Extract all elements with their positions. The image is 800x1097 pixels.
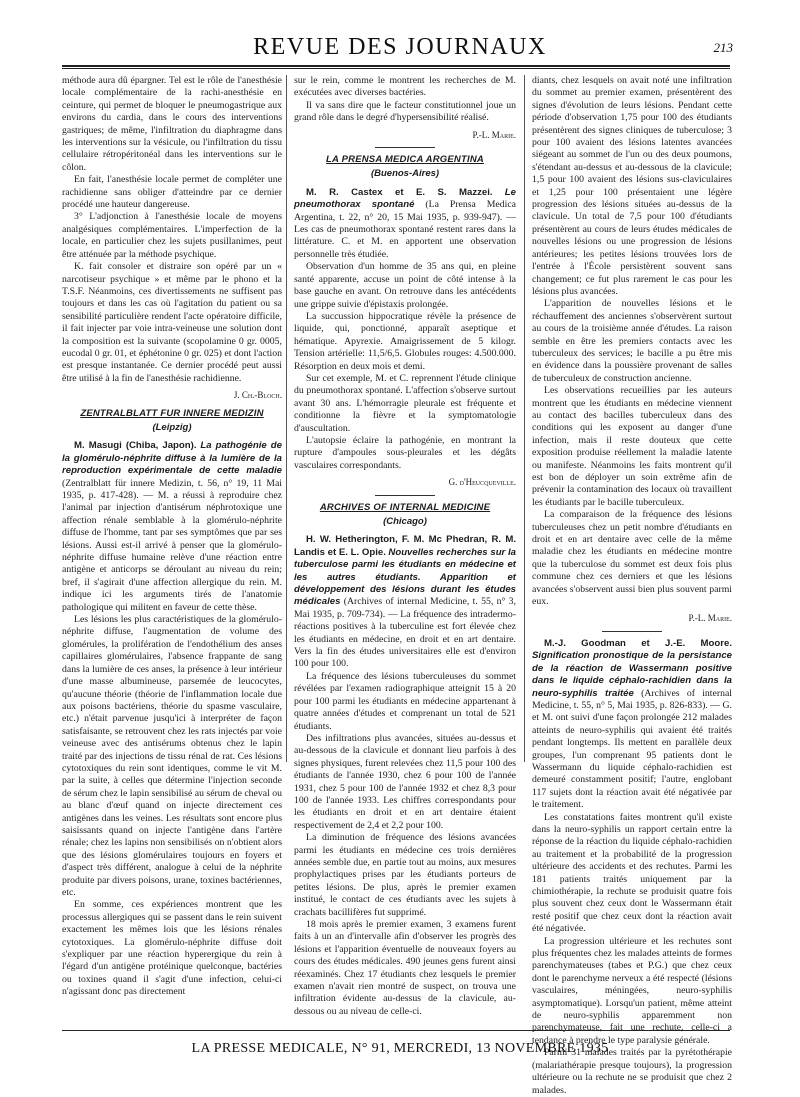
article-title: Le pneumothorax spontané: [294, 186, 516, 211]
paragraph: Les observations recueillies par les auteurs montrent que les étudiants en médecine viennent au contact des bacilles tuberculeux dans des conditions qui les exposent au danger d'une infection, mais il reste douteux que cette exposition produise réellement la maladie latente ou manifeste. Néanmoins les faits montrent qu'il est bon de déployer un soin extrême afin de prévenir la contamination des locaux où travaillent les étudiants par le bacille tuberculeux.: [532, 385, 732, 508]
article-title: Signification pronostique de la persistance de la réaction de Wassermann positive dans le liquide céphalo-rachidien dans la neuro-syphilis traitée: [532, 650, 732, 699]
paragraph: K. fait consoler et distraire son opéré par un « narcotiseur psychique » et même par le phono et la T.S.F. Néanmoins, ces divertissements ne suffisent pas toujours et dans les cas où l'agitation du patient ou sa sensibilité particulière rendent l'acte opératoire difficile, il fait injecter par voie intra-veineuse une solution dont la composition est la suivante (scopolamine 0 gr. 0005, eucodal 0 gr. 01, et éphétonine 0 gr. 025) et dont l'action est presque instantanée. Ce dernier procédé peut aussi être utilisé à la fin de l'anesthésie rachidienne.: [62, 261, 282, 384]
column-divider: [286, 75, 287, 762]
paragraph: En somme, ces expériences montrent que les processus allergiques qui se passent dans le rein suivent exactement les mêmes lois que les lésions rénales cytotoxiques. La glomérulo-néphrite diffuse doit s'expliquer par une réaction hyperergique du rein à l'égard d'un antigène protéinique quelconque, bactéries ou toxines quand il s'agit d'une infection, celui-ci n'agissant donc pas directement: [62, 899, 282, 998]
article-body: (Archives of internal Medicine, t. 55, n° 5, Mai 1935, p. 826-833). — G. et M. ont suivi d'une façon prolongée 212 malades atteints de neuro-syphilis qui avaient été traités pendant longtemps. Ils mettent en parallèle deux groupes, l'un comprenant 95 patients dont le Wassermann du liquide céphalo-rachidien est demeuré constamment positif; l'autre, englobant 117 sujets dont la réaction avait été négativée par le traitement.: [532, 687, 732, 811]
article-entry: [62, 440, 282, 614]
article-entry: [532, 638, 732, 812]
header-rule: [62, 65, 730, 67]
column-2: [294, 75, 517, 1017]
paragraph: La comparaison de la fréquence des lésions tuberculeuses chez un petit nombre d'étudiants en droit et en art dentaire avec celle de la même maladie chez les étudiants en médecine montre que la tuberculose du sommet est deux fois plus commune chez ces derniers et que les lésions avancées s'observent aussi bien plus souvent parmi eux.: [532, 509, 732, 608]
article-entry: [294, 187, 516, 261]
journal-section-city: (Leipzig): [152, 421, 192, 433]
article-body: (Zentralblatt für innere Medizin, t. 56, n° 19, 11 Mai 1935, p. 417-428). — M. a réussi à reproduire chez l'animal par injection d'antisérum néphrotoxique une affection rénale semblable à la glomérulo-néphrite diffuse de l'homme, tant par ses symptômes que par ses lésions. Aussi est-il arrivé à penser que la glomérulo-néphrite diffuse humaine relève d'une réaction entre antigène et anticorps se déroulant au niveau du rein; bref, il s'agirait d'une affection allergique du rein. M. indique ici les arguments tirés de l'anatomie pathologique qui militent en faveur de cette thèse.: [62, 477, 282, 613]
journal-section-title: ARCHIVES OF INTERNAL MEDICINE: [319, 501, 491, 513]
article-authors: M.-J. Goodman et J.-E. Moore.: [544, 637, 732, 649]
author-signature: G. d'Heucqueville.: [448, 477, 516, 488]
article-authors: H. W. Hetherington, F. M. Mc Phedran, R. M. Landis et E. L. Opie.: [294, 534, 516, 558]
article-body: (La Prensa Medica Argentina, t. 22, n° 20, 15 Mai 1935, p. 939-947). — Les cas de pneumothorax spontané restent rares dans la littérature. C. et M. en apportent une observation personnelle très étudiée.: [294, 199, 517, 260]
paragraph: Observation d'un homme de 35 ans qui, en pleine santé apparente, accuse un point de côté intense à la base gauche en avant. On retrouve dans les antécédents une grippe suivie d'épistaxis prolongée.: [294, 261, 516, 310]
article-title: Nouvelles recherches sur la tuberculose parmi les étudiants en médecine et les autres étudiants. Apparition et développement des lésions durant les études médicales: [294, 546, 517, 608]
article-body: (Archives of internal Medicine, t. 55, n° 3, Mai 1935, p. 709-734). — La fréquence des intradermo-réactions positives à la tuberculine est fort élevée chez les étudiants en médecine, en droit et en art dentaire. Vers la fin des études universitaires elle est d'environ 100 pour 100.: [294, 596, 516, 670]
paragraph: Les lésions les plus caractéristiques de la glomérulo-néphrite diffuse, l'augmentation de volume des glomérules, la prolifération de l'endothélium des anses capillaires glomérulaires, l'absence frappante de sang dans la lumière de ces anses, la présence à leur intérieur d'une masse albumineuse, parsemée de leucocytes, qu'aucune théorie (théorie de l'inflammation locale due aux poisons bactériens, théorie du spasme vasculaire, etc.) n'était parvenue jusqu'ici à interpréter de façon satisfaisante, se retrouvent chez les rats injectés par voie veineuse avec des antisérums obtenus chez le lapin traité par des injections de tissu rénal de rat. Ces lésions cytotoxiques du rein sont identiques, comme le vit M. par la suite, à celles que détermine l'injection seconde de sérum chez le lapin sensibilisé au sérum de cheval ou au blanc d'œuf quand on injecte directement ces antigènes dans les veines. Les résultats sont encore plus saisissants quand on injecte l'antigène dans l'artère rénale; chez les lapins non sensibilisés on n'obtient alors que des lésions glomérulaires toujours en foyers et d'aspect très différent, analogue à celui de la néphrite produite par divers poisons, urane, toxines bactériennes, etc.: [62, 614, 282, 898]
page-footer: LA PRESSE MEDICALE, N° 91, MERCREDI, 13 NOVEMBRE 1935: [191, 1041, 609, 1056]
paragraph: 3° L'adjonction à l'anesthésie locale de moyens analgésiques complémentaires. L'imperfection de la locale, en particulier chez les sujets pusillanimes, peut être atténuée par la méthode psychique.: [62, 211, 282, 260]
paragraph: méthode aura dû épargner. Tel est le rôle de l'anesthésie locale complémentaire de la rachi-anesthésie en ceinture, qui permet de bloquer le pneumogastrique aux environs du cardia, dans le cours des interventions gastriques; de même, l'infiltration du diaphragme dans les interventions sur la vésicule, ou l'infiltration du tissu cellulaire rétropéritonéal dans les interventions sur le côlon.: [62, 75, 282, 173]
journal-section-city: (Buenos-Aires): [370, 168, 440, 180]
paragraph: Sur cet exemple, M. et C. reprennent l'étude clinique du pneumothorax spontané. L'affection s'observe surtout avant 30 ans. L'hémorragie pleurale est fréquente et conditionne la fièvre et la symptomatologie d'auscultation.: [294, 372, 516, 434]
paragraph: Il va sans dire que le facteur constitutionnel joue un grand rôle dans le degré d'hypersensibilité réalisé.: [294, 99, 516, 124]
paragraph: L'apparition de nouvelles lésions et le réchauffement des anciennes s'observèrent surtout au cours de la troisième année d'études. La raison semble en être les premiers contacts avec les tuberculeux des services; le bacille a pu être mis en évidence dans la poussière provenant de salles de tuberculeux de construction ancienne.: [532, 298, 732, 384]
article-entry: [294, 534, 516, 670]
paragraph: 18 mois après le premier examen, 3 examens furent faits à un an d'intervalle afin d'observer les progrès des lésions et l'apparition éventuelle de nouveaux foyers au cours des études médicales. 490 jeunes gens furent ainsi réexaminés. Chez 17 étudiants chez lesquels le premier examen n'avait rien montré de suspect, on trouva une infiltration évidente au-dessus de la clavicule, au-dessous ou au niveau de celle-ci.: [294, 919, 516, 1017]
paragraph: La progression ultérieure et les rechutes sont plus fréquentes chez les malades atteints de formes parenchymateuses (tabes et P.G.) que chez ceux dont le parenchyme nerveux a été respecté (lésions vasculaires, méningées, neuro-syphilis asymptomatique). Lorsqu'un patient, même atteint de neuro-syphilis apparemment non parenchymateuse, fait une rechute, celle-ci a tendance à prendre le type paralysie générale.: [532, 935, 732, 1046]
section-divider: [602, 631, 662, 632]
article-title: La pathogénie de la glomérulo-néphrite diffuse à la lumière de la reproduction expérimentale de cette maladie: [62, 440, 282, 477]
journal-section-title: LA PRENSA MEDICA ARGENTINA: [326, 154, 484, 166]
paragraph: En fait, l'anesthésie locale permet de compléter une rachidienne sans obliger d'atteindre par ce dernier procédé une hauteur dangereuse.: [62, 174, 282, 211]
article-authors: M. Masugi (Chiba, Japon).: [74, 440, 197, 452]
paragraph: Les constatations faites montrent qu'il existe dans la neuro-syphilis un rapport certain entre la réponse de la réaction du liquide céphalo-rachidien au traitement et la probabilité de la progression ultérieure des accidents et des rechutes. Parmi les 181 patients traités uniquement par la chimiothérapie, la rechute se produisit quatre fois plus souvent chez ceux dont le Wassermann était resté positif que chez ceux dont la réaction avait été négativée.: [532, 811, 732, 935]
footer-rule: [62, 1030, 730, 1031]
column-divider: [524, 75, 525, 762]
author-signature: P.-L. Marie.: [472, 129, 516, 140]
paragraph: Des infiltrations plus avancées, situées au-dessus et au-dessous de la clavicule et donnant lieu parfois à des signes physiques, furent relevées chez 11,5 pour 100 des étudiants de l'année 1930, chez 6 pour 100 de l'année 1931, chez 5 pour 100 de l'année 1932 et chez 8,3 pour 100 de l'année 1933. Les chiffres correspondants pour les étudiants en droit et en art dentaire étaient respectivement de 2,4 et 2,2 pour 100.: [294, 732, 516, 831]
journal-section-city: (Chicago): [383, 516, 427, 527]
paragraph: Parmi 31 malades traités par la pyrétothérapie (malariathérapie presque toujours), la progression ultérieure ou la rechute ne se produisit que chez 2 malades.: [532, 1047, 732, 1096]
page-number: 213: [713, 40, 733, 55]
column-1: [62, 75, 282, 998]
column-3: [532, 75, 732, 1096]
paragraph: La succussion hippocratique révèle la présence de liquide, qui, ponctionné, apparaît aseptique et hématique. Apyrexie. Amaigrissement de 5 kilogr. Tension artérielle: 11,5/6,5. Globules rouges: 4.500.000. Résorption en deux mois et demi.: [294, 310, 516, 372]
journal-section-title: ZENTRALBLATT FUR INNERE MEDIZIN: [80, 407, 264, 419]
paragraph: diants, chez lesquels on avait noté une infiltration du sommet au premier examen, présentèrent des signes d'évolution de leurs lésions. Pendant cette période d'observation 1,75 pour 100 des étudiants présentèrent des signes cliniques de tuberculose; 3 pour 100 avaient des lésions latentes avancées siégeant au sommet de l'un ou des deux poumons, s'étendant au-dessus et au-dessous de la clavicule; 1,5 pour 100 avaient des lésions sus-claviculaires et 1,25 pour 100 présentaient une légère progression des lésions situées au-dessus de la clavicule. Un total de 7,5 pour 100 d'étudiants présentèrent au cours de leurs études médicales de nouvelles lésions ou une progression de lésions antérieures; les petites lésions trouvées lors de l'entrée à l'École persistèrent souvent sans changement; ce fut plus rarement le cas pour les lésions plus avancées.: [532, 75, 732, 297]
page-title: REVUE DES JOURNAUX: [253, 34, 547, 60]
paragraph: La diminution de fréquence des lésions avancées parmi les étudiants en médecine ces trois dernières années semble due, en partie tout au moins, aux mesures prophylactiques prises par les étudiants porteurs de petites lésions. De plus, après le premier examen institué, le contact de ces étudiants avec les sujets à crachats bacillifères fut supprimé.: [294, 832, 516, 918]
paragraph: L'autopsie éclaire la pathogénie, en montrant la rupture d'ampoules sous-pleurales et les dégâts vasculaires correspondants.: [294, 434, 516, 471]
article-authors: M. R. Castex et E. S. Mazzei.: [306, 186, 493, 198]
paragraph: La fréquence des lésions tuberculeuses du sommet révélées par l'examen radiographique atteignit 15 à 20 pour 100 parmi les étudiants en médecine appartenant à quatre années d'études et comprenant un total de 521 étudiants.: [294, 670, 516, 732]
header-rule-thin: [62, 68, 730, 69]
author-signature: J. Ch.-Bloch.: [233, 390, 282, 401]
paragraph: sur le rein, comme le montrent les recherches de M. exécutées avec diverses bactéries.: [294, 75, 516, 99]
author-signature: P.-L. Marie.: [688, 613, 732, 624]
section-divider: [375, 147, 435, 148]
section-divider: [375, 495, 435, 496]
